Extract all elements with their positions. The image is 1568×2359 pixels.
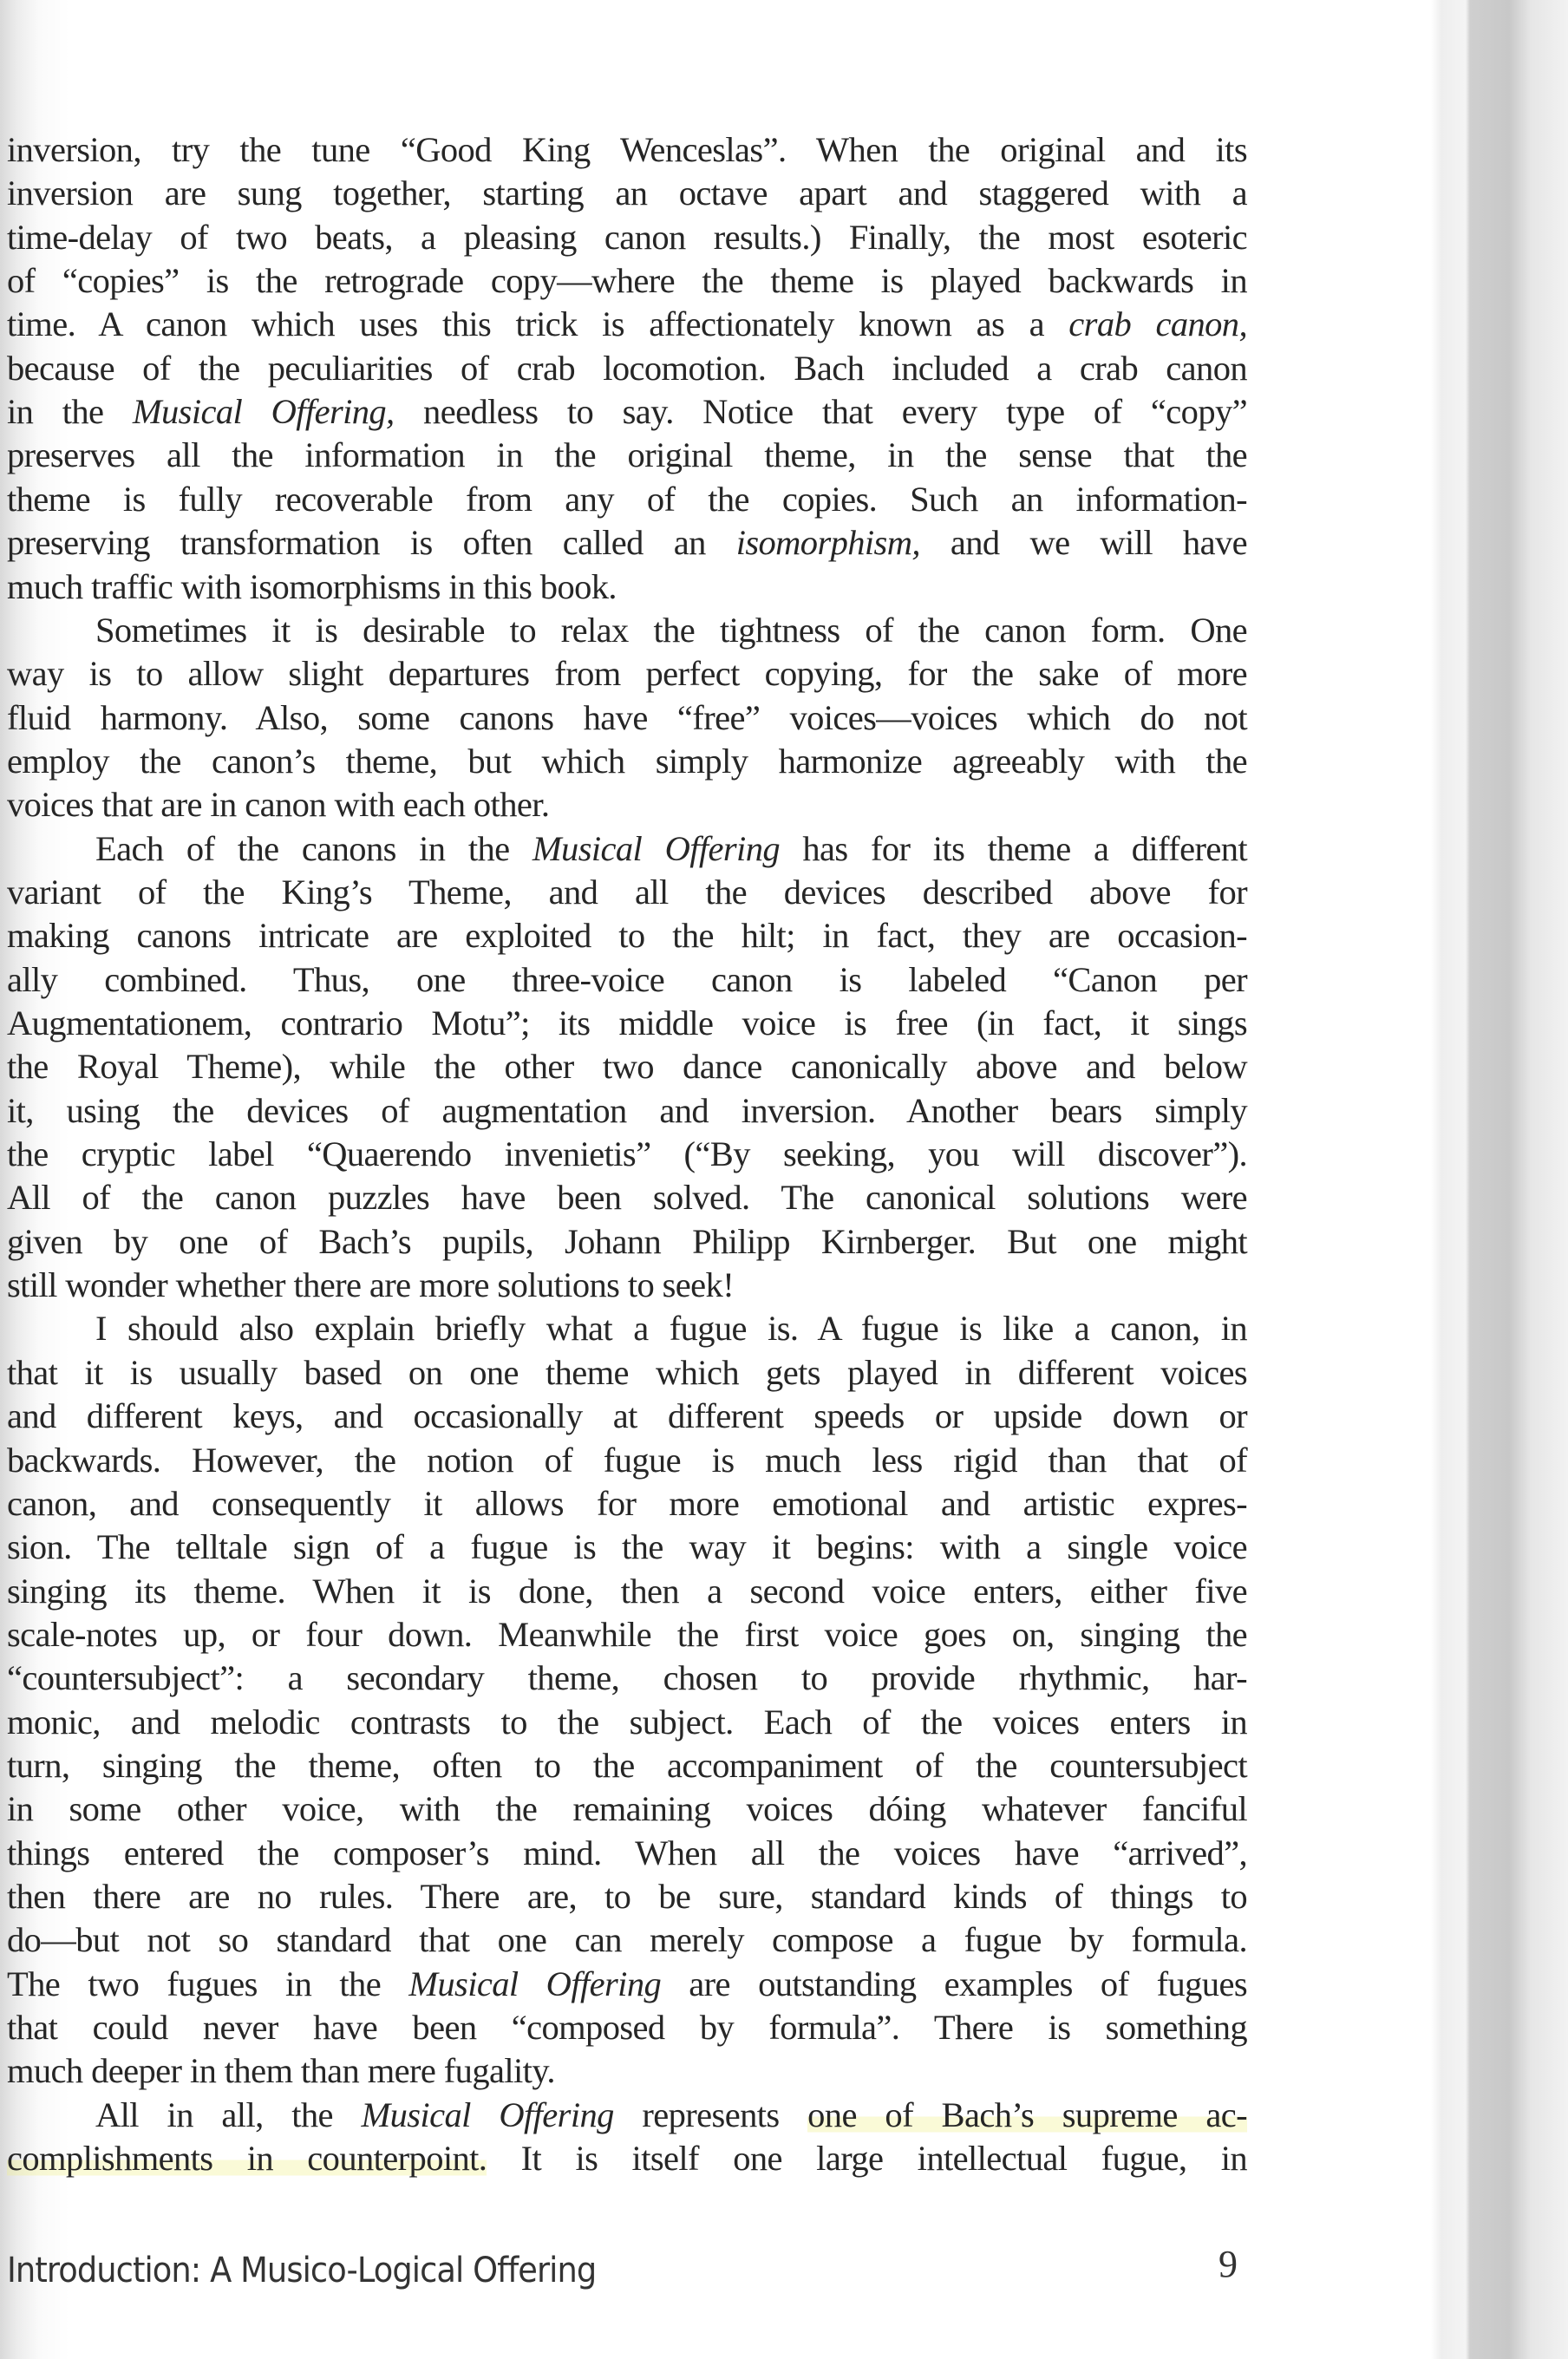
text-segment: that it is usually based on one theme which gets played in different voices	[7, 1352, 1247, 1392]
text-segment: variant of the King’s Theme, and all the devices described above for	[7, 872, 1247, 912]
text-line	[7, 1351, 1247, 1395]
text-segment: preserves all the information in the original theme, in the sense that the	[7, 435, 1247, 475]
text-segment: has for its theme a different	[780, 828, 1248, 868]
text-segment: fluid harmony. Also, some canons have “free” voices—voices which do not	[7, 697, 1247, 737]
text-line	[7, 2137, 1247, 2180]
text-segment: because of the peculiarities of crab locomotion. Bach included a crab canon	[7, 348, 1247, 388]
text-segment: Each of the canons in the	[95, 828, 532, 868]
text-line	[7, 259, 1247, 303]
text-line	[7, 1657, 1247, 1700]
text-line	[7, 652, 1247, 696]
text-segment: turn, singing the theme, often to the accompaniment of the countersubject	[7, 1745, 1247, 1785]
italic-text: crab canon,	[1068, 304, 1247, 344]
text-segment: ally combined. Thus, one three-voice canon is labeled “Canon per	[7, 959, 1247, 999]
text-segment: that could never have been “composed by formula”. There is something	[7, 2008, 1247, 2048]
text-line	[7, 1045, 1247, 1088]
text-line	[7, 783, 1247, 827]
paragraph-first-line	[7, 1307, 1247, 1350]
text-segment: way is to allow slight departures from perfect copying, for the sake of more	[7, 654, 1247, 694]
text-segment: much deeper in them than mere fugality.	[7, 2051, 555, 2091]
text-segment: The two fugues in the	[7, 1964, 409, 2003]
page-number: 9	[1218, 2243, 1238, 2285]
text-segment: in some other voice, with the remaining voices dóing whatever fanciful	[7, 1789, 1247, 1829]
text-segment: time-delay of two beats, a pleasing canon results.) Finally, the most esoteric	[7, 217, 1247, 257]
text-line	[7, 1176, 1247, 1219]
text-line	[7, 1963, 1247, 2006]
text-line	[7, 434, 1247, 477]
text-line	[7, 2049, 1247, 2093]
text-segment: are outstanding examples of fugues	[661, 1964, 1247, 2003]
text-segment: represents	[613, 2094, 808, 2134]
italic-text: Musical Offering	[361, 2094, 614, 2134]
text-segment: needless to say. Notice that every type of “copy”	[394, 392, 1248, 432]
text-line	[7, 1089, 1247, 1133]
text-line	[7, 1526, 1247, 1569]
text-segment: All in all, the	[95, 2094, 362, 2134]
text-line	[7, 914, 1247, 957]
text-segment: making canons intricate are exploited to the hilt; in fact, they are occasion-	[7, 916, 1247, 956]
text-line	[7, 303, 1247, 346]
text-line	[7, 1744, 1247, 1787]
highlighted-text: complishments in counterpoint.	[7, 2139, 487, 2179]
text-line	[7, 1482, 1247, 1526]
text-line	[7, 1613, 1247, 1657]
italic-text: isomorphism,	[735, 523, 920, 563]
text-segment: singing its theme. When it is done, then a second voice enters, either five	[7, 1571, 1247, 1611]
text-segment: the cryptic label “Quaerendo invenietis” (“By seeking, you will discover”).	[7, 1134, 1247, 1174]
text-line	[7, 1875, 1247, 1918]
text-segment: do—but not so standard that one can merely compose a fugue by formula.	[7, 1920, 1247, 1960]
running-footer-title: Introduction: A Musico-Logical Offering	[7, 2251, 597, 2290]
text-line	[7, 2006, 1247, 2049]
italic-text: Musical Offering	[532, 828, 781, 868]
text-line	[7, 1264, 1247, 1307]
text-segment: and we will have	[919, 523, 1247, 563]
italic-text: Musical Offering	[408, 1964, 662, 2003]
text-line	[7, 1133, 1247, 1176]
text-line	[7, 1220, 1247, 1264]
paragraph-first-line	[7, 827, 1247, 871]
text-segment: in the	[7, 392, 133, 432]
italic-text: Musical Offering,	[132, 392, 395, 432]
text-line	[7, 390, 1247, 434]
text-segment: inversion, try the tune “Good King Wenceslas”. When the original and its	[7, 130, 1247, 169]
highlighted-text: one of Bach’s supreme ac-	[807, 2094, 1247, 2134]
text-segment: backwards. However, the notion of fugue is much less rigid than that of	[7, 1440, 1247, 1480]
text-line	[7, 958, 1247, 1002]
text-segment: of “copies” is the retrograde copy—where the theme is played backwards in	[7, 261, 1247, 301]
text-segment: I should also explain briefly what a fugue is. A fugue is like a canon, in	[95, 1309, 1247, 1349]
text-segment: and different keys, and occasionally at different speeds or upside down or	[7, 1396, 1247, 1436]
text-segment: monic, and melodic contrasts to the subject. Each of the voices enters in	[7, 1702, 1247, 1741]
text-segment: employ the canon’s theme, but which simply harmonize agreeably with the	[7, 741, 1247, 781]
text-segment: All of the canon puzzles have been solved. The canonical solutions were	[7, 1178, 1247, 1218]
text-line	[7, 696, 1247, 740]
text-segment: scale-notes up, or four down. Meanwhile the first voice goes on, singing the	[7, 1614, 1247, 1654]
text-segment: Sometimes it is desirable to relax the tightness of the canon form. One	[95, 610, 1247, 650]
text-segment: it, using the devices of augmentation and inversion. Another bears simply	[7, 1090, 1247, 1130]
text-segment: things entered the composer’s mind. When all the voices have “arrived”,	[7, 1833, 1247, 1872]
text-segment: Augmentationem, contrario Motu”; its middle voice is free (in fact, it sings	[7, 1003, 1247, 1042]
text-segment: then there are no rules. There are, to be sure, standard kinds of things to	[7, 1877, 1247, 1916]
text-line	[7, 521, 1247, 565]
text-line	[7, 1395, 1247, 1438]
text-segment: time. A canon which uses this trick is affectionately known as a	[7, 304, 1069, 344]
text-line	[7, 1787, 1247, 1831]
text-line	[7, 347, 1247, 390]
text-segment: still wonder whether there are more solutions to seek!	[7, 1265, 735, 1305]
text-line	[7, 740, 1247, 783]
text-line	[7, 1918, 1247, 1962]
text-line	[7, 128, 1247, 172]
text-line	[7, 478, 1247, 521]
text-segment: much traffic with isomorphisms in this book.	[7, 566, 617, 606]
text-line	[7, 172, 1247, 215]
text-line	[7, 216, 1247, 259]
paragraph-first-line	[7, 2094, 1247, 2137]
text-segment: canon, and consequently it allows for more emotional and artistic expres-	[7, 1483, 1247, 1523]
text-line	[7, 1701, 1247, 1744]
text-segment: voices that are in canon with each other.	[7, 785, 550, 825]
text-segment: “countersubject”: a secondary theme, chosen to provide rhythmic, har-	[7, 1658, 1247, 1698]
text-segment: inversion are sung together, starting an octave apart and staggered with a	[7, 173, 1247, 213]
text-line	[7, 1570, 1247, 1613]
text-segment: It is itself one large intellectual fugue, in	[487, 2139, 1248, 2179]
text-line	[7, 565, 1247, 609]
text-segment: the Royal Theme), while the other two dance canonically above and below	[7, 1047, 1247, 1087]
text-line	[7, 871, 1247, 914]
text-segment: theme is fully recoverable from any of the copies. Such an information-	[7, 479, 1247, 519]
text-line	[7, 1439, 1247, 1482]
text-segment: preserving transformation is often called an	[7, 523, 736, 563]
text-line	[7, 1002, 1247, 1045]
text-segment: sion. The telltale sign of a fugue is the way it begins: with a single voice	[7, 1527, 1247, 1567]
text-line	[7, 1832, 1247, 1875]
text-segment: given by one of Bach’s pupils, Johann Philipp Kirnberger. But one might	[7, 1221, 1247, 1261]
paragraph-first-line	[7, 609, 1247, 652]
